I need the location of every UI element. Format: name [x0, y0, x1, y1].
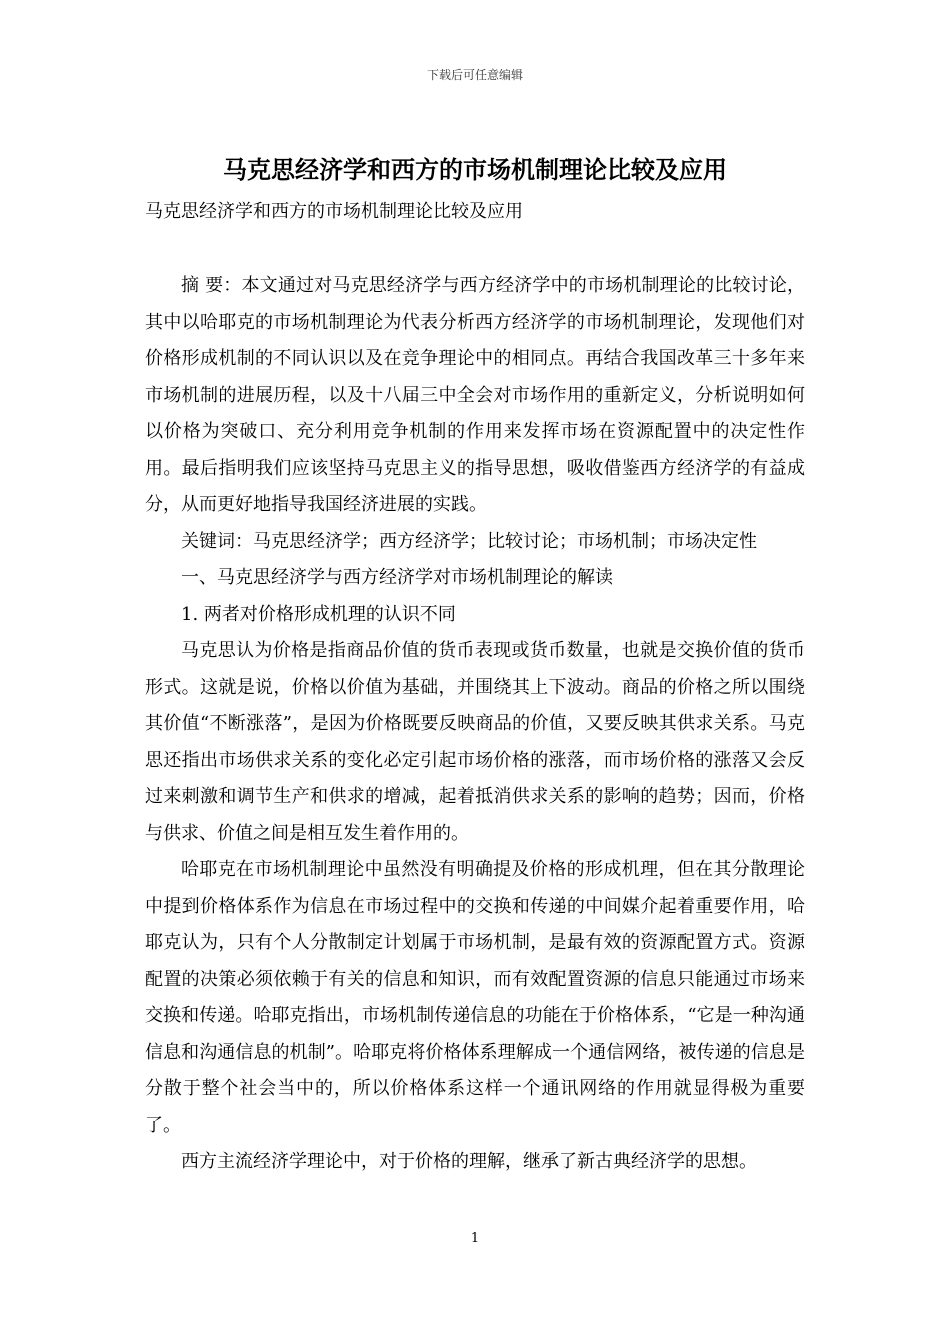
marx-paragraph: 马克思认为价格是指商品价值的货币表现或货币数量，也就是交换价值的货币形式。这就是说，价格以价值为基础，并围绕其上下波动。商品的价格之所以围绕其价值“不断涨落”，是因为价格既要反映商品的价值，又要反映其供求关系。马克思还指出市场供求关系的变化必定引起市场价格的涨落，而市场价格的涨落又会反过来刺激和调节生产和供求的增减，起着抵消供求关系的影响的趋势；因而，价格与供求、价值之间是相互发生着作用的。 [145, 640, 805, 844]
document-body [145, 268, 805, 1181]
page-number: 1 [470, 1231, 480, 1246]
document-subtitle: 马克思经济学和西方的市场机制理论比较及应用 [145, 201, 523, 222]
page-header-note: 下载后可任意编辑 [426, 68, 523, 82]
hayek-paragraph: 哈耶克在市场机制理论中虽然没有明确提及价格的形成机理，但在其分散理论中提到价格体系作为信息在市场过程中的交换和传递的中间媒介起着重要作用，哈耶克认为，只有个人分散制定计划属于市场机制，是最有效的资源配置方式。资源配置的决策必须依赖于有关的信息和知识，而有效配置资源的信息只能通过市场来交换和传递。哈耶克指出，市场机制传递信息的功能在于价格体系，“它是一种沟通信息和沟通信息的机制”。哈耶克将价格体系理解成一个通信网络，被传递的信息是分散于整个社会当中的，所以价格体系这样一个通讯网络的作用就显得极为重要了。 [145, 859, 805, 1136]
document-title: 马克思经济学和西方的市场机制理论比较及应用 [223, 155, 727, 184]
subsection-heading: 1. 两者对价格形成机理的认识不同 [181, 603, 456, 625]
abstract-paragraph: 摘 要：本文通过对马克思经济学与西方经济学中的市场机制理论的比较讨论，其中以哈耶克的市场机制理论为代表分析西方经济学的市场机制理论，发现他们对价格形成机制的不同认识以及在竞争理论中的相同点。再结合我国改革三十多年来市场机制的进展历程，以及十八届三中全会对市场作用的重新定义，分析说明如何以价格为突破口、充分利用竞争机制的作用来发挥市场在资源配置中的决定性作用。最后指明我们应该坚持马克思主义的指导思想，吸收借鉴西方经济学的有益成分，从而更好地指导我国经济进展的实践。 [145, 275, 805, 515]
western-paragraph: 西方主流经济学理论中，对于价格的理解，继承了新古典经济学的思想。 [181, 1151, 757, 1172]
section-heading: 一、马克思经济学与西方经济学对市场机制理论的解读 [181, 567, 613, 588]
keywords-paragraph: 关键词：马克思经济学；西方经济学；比较讨论；市场机制；市场决定性 [181, 530, 757, 552]
